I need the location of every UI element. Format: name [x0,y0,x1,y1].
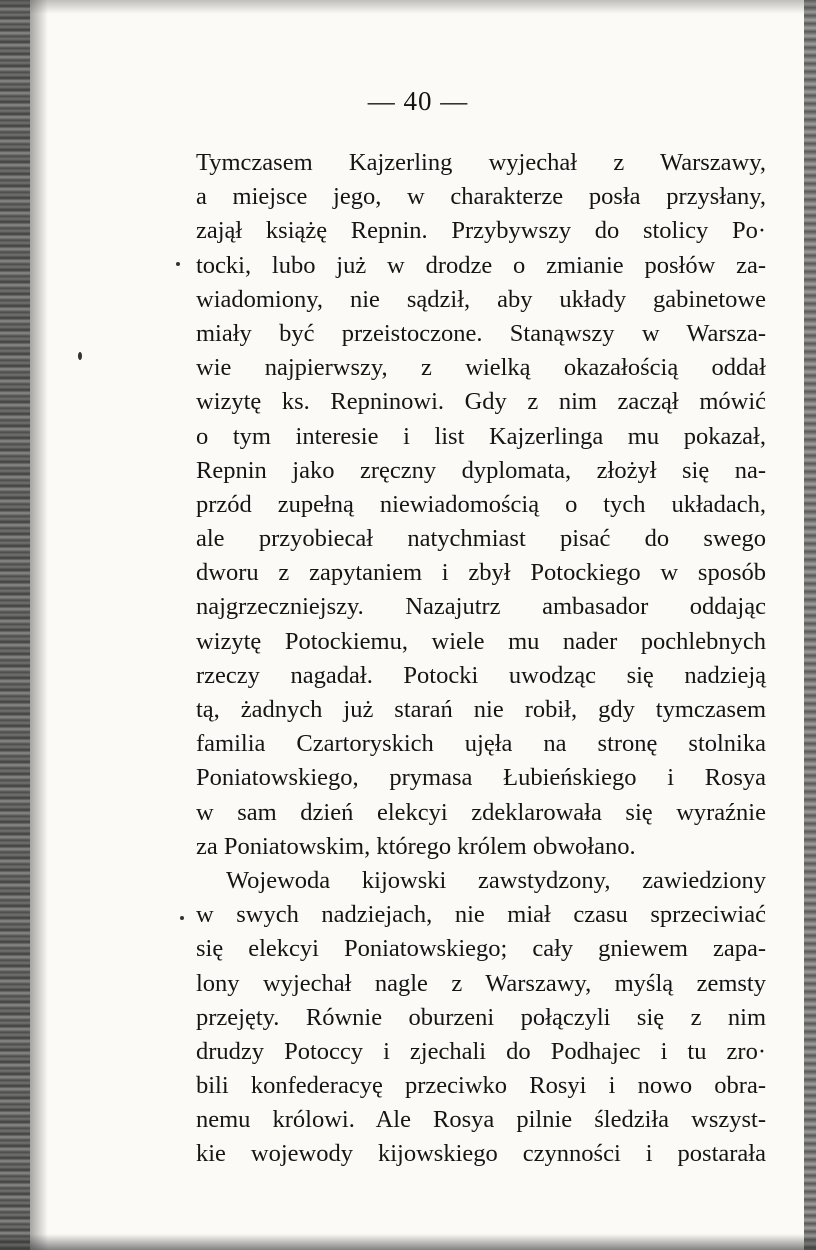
text-line: się elekcyi Poniatowskiego; cały gniewem zapa- [196,935,766,963]
page-number: — 40 — [367,86,469,116]
text-line: rzeczy nagadał. Potocki uwodząc się nadzieją [196,661,766,689]
text-line: Wojewoda kijowski zawstydzony, zawiedziony [226,866,766,894]
text-line: drudzy Potoccy i zjechali do Podhajec i tu zro· [196,1037,766,1065]
text-line: Tymczasem Kajzerling wyjechał z Warszawy, [196,149,766,176]
text-line: dworu z zapytaniem i zbył Potockiego w sposób [196,559,766,587]
text-line: wie najpierwszy, z wielką okazałością oddał [196,354,766,382]
text-line: wiadomiony, nie sądził, aby układy gabinetowe [196,285,766,313]
scan-edge-bottom [0,1234,816,1250]
scan-speck [180,916,184,920]
text-line: lony wyjechał nagle z Warszawy, myślą zemsty [196,969,766,997]
text-line: w swych nadziejach, nie miał czasu sprzeciwiać [196,901,766,929]
scan-speck [78,352,82,360]
text-line: Poniatowskiego, prymasa Łubieńskiego i Rosya [196,764,766,792]
scan-speck [176,262,180,266]
scan-edge-top [0,0,816,14]
text-line: w sam dzień elekcyi zdeklarowała się wyraźnie [196,798,766,826]
text-line: a miejsce jego, w charakterze posła przysłany, [196,183,766,211]
text-line: kie wojewody kijowskiego czynności i postarała [196,1140,766,1168]
text-line: przód zupełną niewiadomością o tych układach, [196,490,766,518]
text-line: familia Czartoryskich ujęła na stronę stolnika [196,730,766,758]
text-line: zajął książę Repnin. Przybywszy do stolicy Po· [196,217,766,245]
text-line: najgrzeczniejszy. Nazajutrz ambasador oddając [196,593,766,621]
scan-shadow-left [30,0,48,1250]
text-line: Repnin jako zręczny dyplomata, złożył się na- [196,456,766,484]
text-line: wizytę Potockiemu, wiele mu nader pochlebnych [196,627,766,655]
text-line: tocki, lubo już w drodze o zmianie posłów za- [196,251,766,279]
scan-edge-right [804,0,816,1250]
text-line: tą, żadnych już starań nie robił, gdy tymczasem [196,696,766,723]
text-line: przejęty. Równie oburzeni połączyli się z nim [196,1003,766,1031]
text-line: wizytę ks. Repninowi. Gdy z nim zaczął mówić [196,388,766,416]
text-line: za Poniatowskim, którego królem obwołano. [196,832,636,860]
text-line: miały być przeistoczone. Stanąwszy w Warsza- [196,319,766,347]
scan-edge-left [0,0,30,1250]
text-line: nemu królowi. Ale Rosya pilnie śledziła wszyst- [196,1106,766,1134]
text-line: ale przyobiecał natychmiast pisać do swego [196,525,766,553]
text-line: bili konfederacyę przeciwko Rosyi i nowo obra- [196,1072,766,1100]
text-line: o tym interesie i list Kajzerlinga mu pokazał, [196,422,766,450]
body-text [196,146,766,1172]
